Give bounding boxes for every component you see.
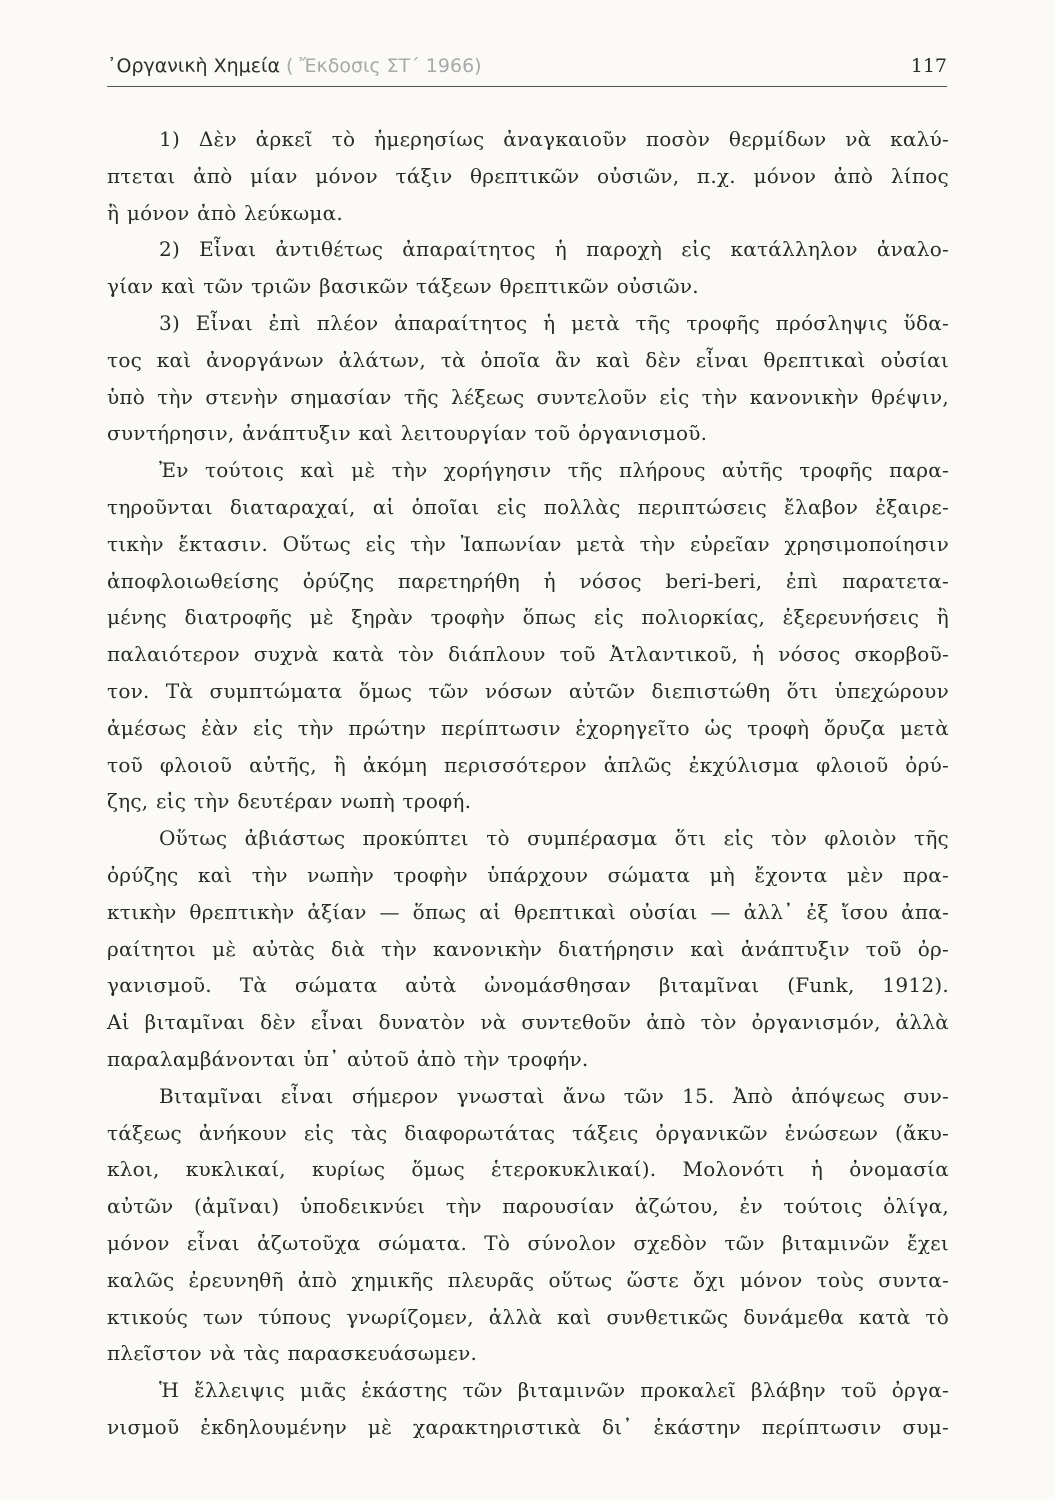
text-line: τοῦ φλοιοῦ αὐτῆς, ἢ ἀκόμη περισσότερον ἁπλῶς ἐκχύλισμα φλοιοῦ ὀρύ-	[107, 752, 949, 777]
text-line: 2) Εἶναι ἀντιθέτως ἀπαραίτητος ἡ παροχὴ εἰς κατάλληλον ἀναλο-	[159, 237, 949, 262]
text-line: συντήρησιν, ἀνάπτυξιν καὶ λειτουργίαν τοῦ ὀργανισμοῦ.	[107, 421, 708, 446]
text-line: αὐτῶν (ἀμῖναι) ὑποδεικνύει τὴν παρουσίαν ἀζώτου, ἐν τούτοις ὀλίγα,	[107, 1194, 949, 1219]
text-line: ἀποφλοιωθείσης ὀρύζης παρετηρήθη ἡ νόσος beri-beri, ἐπὶ παρατετα-	[107, 568, 949, 593]
text-line: ζης, εἰς τὴν δευτέραν νωπὴ τροφή.	[107, 789, 472, 814]
text-line: τικὴν ἔκτασιν. Οὕτως εἰς τὴν Ἰαπωνίαν μετὰ τὴν εὐρεῖαν χρησιμοποίησιν	[107, 531, 949, 556]
text-line: ἀμέσως ἐὰν εἰς τὴν πρώτην περίπτωσιν ἐχορηγεῖτο ὡς τροφὴ ὄρυζα μετὰ	[107, 715, 949, 740]
text-line: καλῶς ἐρευνηθῆ ἀπὸ χημικῆς πλευρᾶς οὕτως ὥστε ὄχι μόνον τοὺς συντα-	[107, 1267, 949, 1292]
running-header	[107, 52, 947, 87]
text-line: παραλαμβάνονται ὑπ᾿ αὐτοῦ ἀπὸ τὴν τροφήν.	[107, 1046, 589, 1071]
page-number: 117	[910, 55, 947, 77]
text-line: κτικὴν θρεπτικὴν ἀξίαν — ὅπως αἱ θρεπτικαὶ οὐσίαι — ἀλλ᾿ ἐξ ἴσου ἀπα-	[107, 899, 949, 924]
text-line: μένης διατροφῆς μὲ ξηρὰν τροφὴν ὅπως εἰς πολιορκίας, ἐξερευνήσεις ἢ	[107, 605, 949, 630]
edition-note: ( Ἔκδοσις ΣΤ΄ 1966)	[279, 55, 482, 77]
text-line: 1) Δὲν ἀρκεῖ τὸ ἡμερησίως ἀναγκαιοῦν ποσὸν θερμίδων νὰ καλύ-	[159, 127, 949, 151]
text-line: ραίτητοι μὲ αὐτὰς διὰ τὴν κανονικὴν διατήρησιν καὶ ἀνάπτυξιν τοῦ ὀρ-	[107, 936, 949, 961]
text-line: 3) Εἶναι ἐπὶ πλέον ἀπαραίτητος ἡ μετὰ τῆς τροφῆς πρόσληψις ὕδα-	[159, 310, 949, 335]
body-text	[107, 121, 949, 1446]
text-line: νισμοῦ ἐκδηλουμένην μὲ χαρακτηριστικὰ δι᾿ ἑκάστην περίπτωσιν συμ-	[107, 1414, 949, 1439]
text-line: ἢ μόνον ἀπὸ λεύκωμα.	[107, 200, 344, 225]
text-line: γανισμοῦ. Τὰ σώματα αὐτὰ ὠνομάσθησαν βιταμῖναι (Funk, 1912).	[107, 973, 949, 998]
text-line: πλεῖστον νὰ τὰς παρασκευάσωμεν.	[107, 1341, 478, 1366]
text-line: γίαν καὶ τῶν τριῶν βασικῶν τάξεων θρεπτικῶν οὐσιῶν.	[107, 274, 699, 299]
text-line: μόνον εἶναι ἀζωτοῦχα σώματα. Τὸ σύνολον σχεδὸν τῶν βιταμινῶν ἔχει	[107, 1230, 949, 1255]
book-title: ᾿Οργανικὴ Χημεία	[107, 55, 280, 77]
text-line: ὑπὸ τὴν στενὴν σημασίαν τῆς λέξεως συντελοῦν εἰς τὴν κανονικὴν θρέψιν,	[107, 384, 949, 409]
text-line: κλοι, κυκλικαί, κυρίως ὅμως ἑτεροκυκλικαί). Μολονότι ἡ ὀνομασία	[107, 1157, 949, 1182]
text-line: Ἐν τούτοις καὶ μὲ τὴν χορήγησιν τῆς πλήρους αὐτῆς τροφῆς παρα-	[159, 458, 949, 483]
text-line: Ἡ ἔλλειψις μιᾶς ἑκάστης τῶν βιταμινῶν προκαλεῖ βλάβην τοῦ ὀργα-	[159, 1378, 949, 1403]
text-line: τον. Τὰ συμπτώματα ὅμως τῶν νόσων αὐτῶν διεπιστώθη ὅτι ὑπεχώρουν	[107, 678, 949, 703]
text-line: τάξεως ἀνήκουν εἰς τὰς διαφορωτάτας τάξεις ὀργανικῶν ἑνώσεων (ἄκυ-	[107, 1120, 949, 1145]
text-line: ὀρύζης καὶ τὴν νωπὴν τροφὴν ὑπάρχουν σώματα μὴ ἔχοντα μὲν πρα-	[107, 862, 949, 887]
text-line: Αἱ βιταμῖναι δὲν εἶναι δυνατὸν νὰ συντεθοῦν ἀπὸ τὸν ὀργανισμόν, ἀλλὰ	[107, 1010, 949, 1035]
running-title	[107, 55, 482, 77]
text-line: παλαιότερον συχνὰ κατὰ τὸν διάπλουν τοῦ Ἀτλαντικοῦ, ἡ νόσος σκορβοῦ-	[107, 642, 949, 667]
text-line: τος καὶ ἀνοργάνων ἀλάτων, τὰ ὁποῖα ἂν καὶ δὲν εἶναι θρεπτικαὶ οὐσίαι	[107, 347, 949, 372]
text-line: πτεται ἀπὸ μίαν μόνον τάξιν θρεπτικῶν οὐσιῶν, π.χ. μόνον ἀπὸ λίπος	[107, 163, 949, 188]
text-line: κτικούς των τύπους γνωρίζομεν, ἀλλὰ καὶ συνθετικῶς δυνάμεθα κατὰ τὸ	[107, 1304, 949, 1329]
text-line: Βιταμῖναι εἶναι σήμερον γνωσταὶ ἄνω τῶν 15. Ἀπὸ ἀπόψεως συν-	[159, 1083, 949, 1108]
text-line: τηροῦνται διαταραχαί, αἱ ὁποῖαι εἰς πολλὰς περιπτώσεις ἔλαβον ἐξαιρε-	[107, 494, 949, 519]
text-line: Οὕτως ἀβιάστως προκύπτει τὸ συμπέρασμα ὅτι εἰς τὸν φλοιὸν τῆς	[159, 826, 949, 851]
